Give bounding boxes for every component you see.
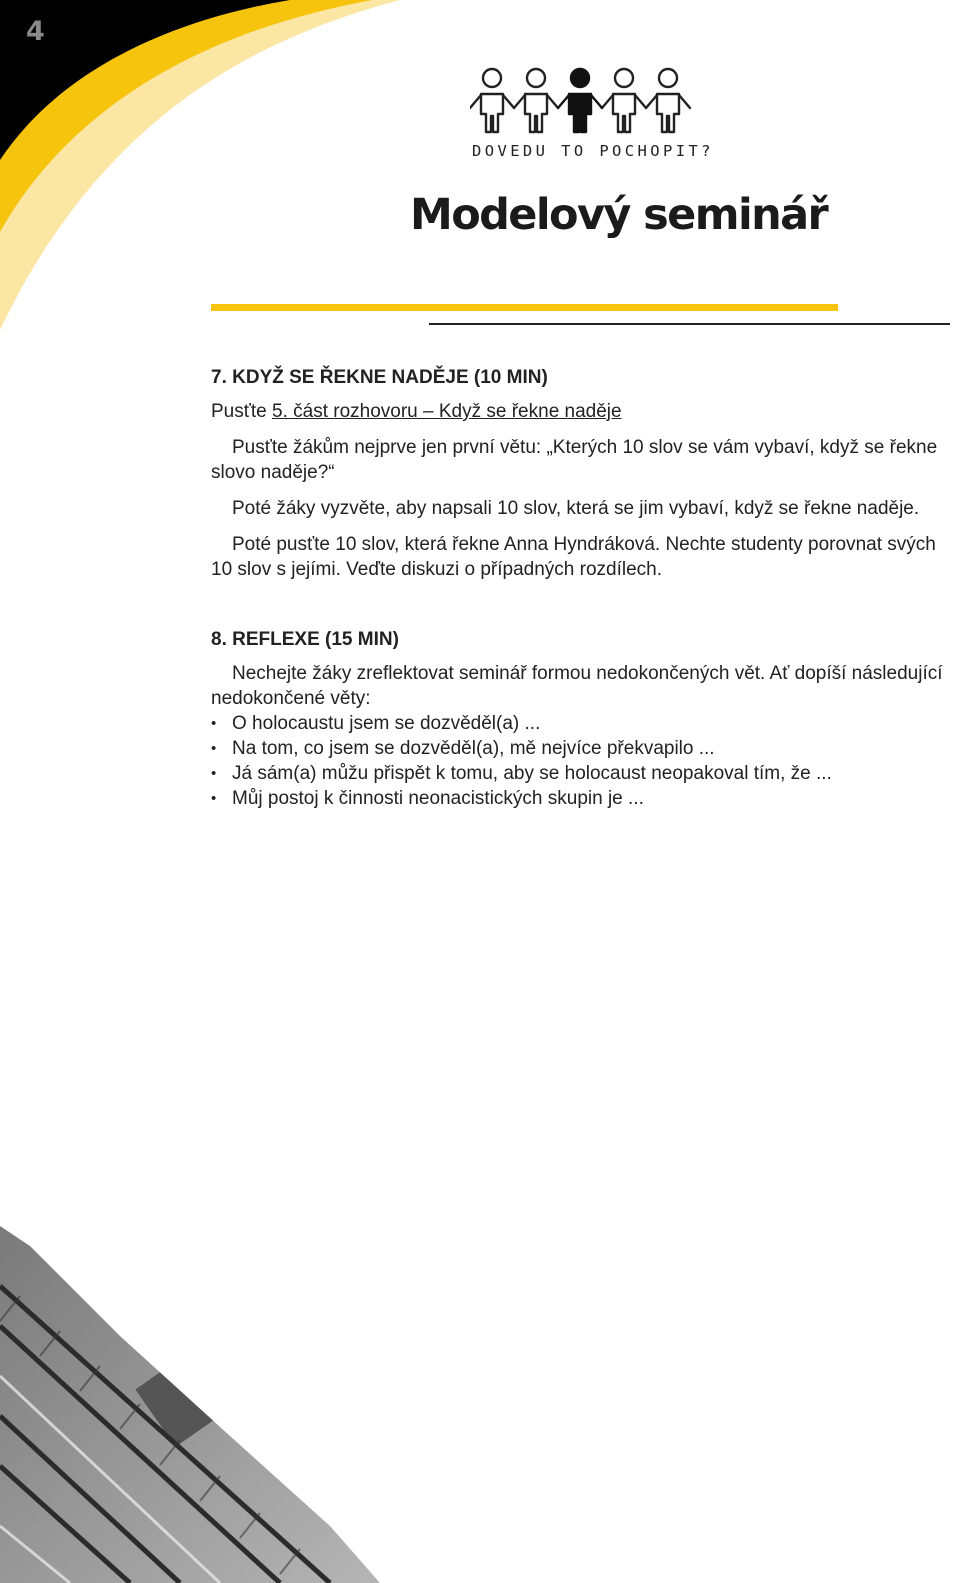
list-item: • O holocaustu jsem se dozvěděl(a) ... [211, 711, 951, 736]
logo-text: DOVEDU TO POCHOPIT? [472, 142, 714, 160]
page-title: Modelový seminář [410, 190, 828, 240]
people-chain-icon [470, 64, 692, 136]
section-heading: 8. REFLEXE (15 MIN) [211, 629, 399, 650]
section-heading: 7. KDYŽ SE ŘEKNE NADĚJE (10 MIN) [211, 367, 548, 388]
yellow-divider [211, 304, 838, 311]
interview-link[interactable]: 5. část rozhovoru – Když se řekne naděje [272, 401, 622, 422]
intro-prefix: Pusťte [211, 401, 272, 422]
content [211, 364, 951, 811]
paragraph: Nechejte žáky zreflektovat seminář formou nedokončených vět. Ať dopíší následující nedokončené věty: [211, 663, 943, 709]
page-number: 4 [26, 16, 45, 47]
list-item: • Na tom, co jsem se dozvěděl(a), mě nejvíce překvapilo ... [211, 736, 951, 761]
list-item: • Můj postoj k činnosti neonacistických skupin je ... [211, 786, 951, 811]
logo [470, 64, 714, 160]
bullet-list [211, 711, 951, 811]
black-divider [429, 323, 950, 325]
paragraph: Poté pusťte 10 slov, která řekne Anna Hyndráková. Nechte studenty porovnat svých 10 slov s jejími. Veďte diskuzi o případných rozdílech. [211, 534, 936, 580]
list-item: • Já sám(a) můžu přispět k tomu, aby se holocaust neopakoval tím, že ... [211, 761, 951, 786]
railway-photo [0, 1226, 380, 1583]
corner-decoration [0, 0, 440, 340]
paragraph: Pusťte žákům nejprve jen první větu: „Kterých 10 slov se vám vybaví, když se řekne slovo naděje?“ [211, 437, 938, 483]
paragraph: Poté žáky vyzvěte, aby napsali 10 slov, která se jim vybaví, když se řekne naděje. [232, 498, 920, 519]
section-intro [211, 399, 951, 424]
